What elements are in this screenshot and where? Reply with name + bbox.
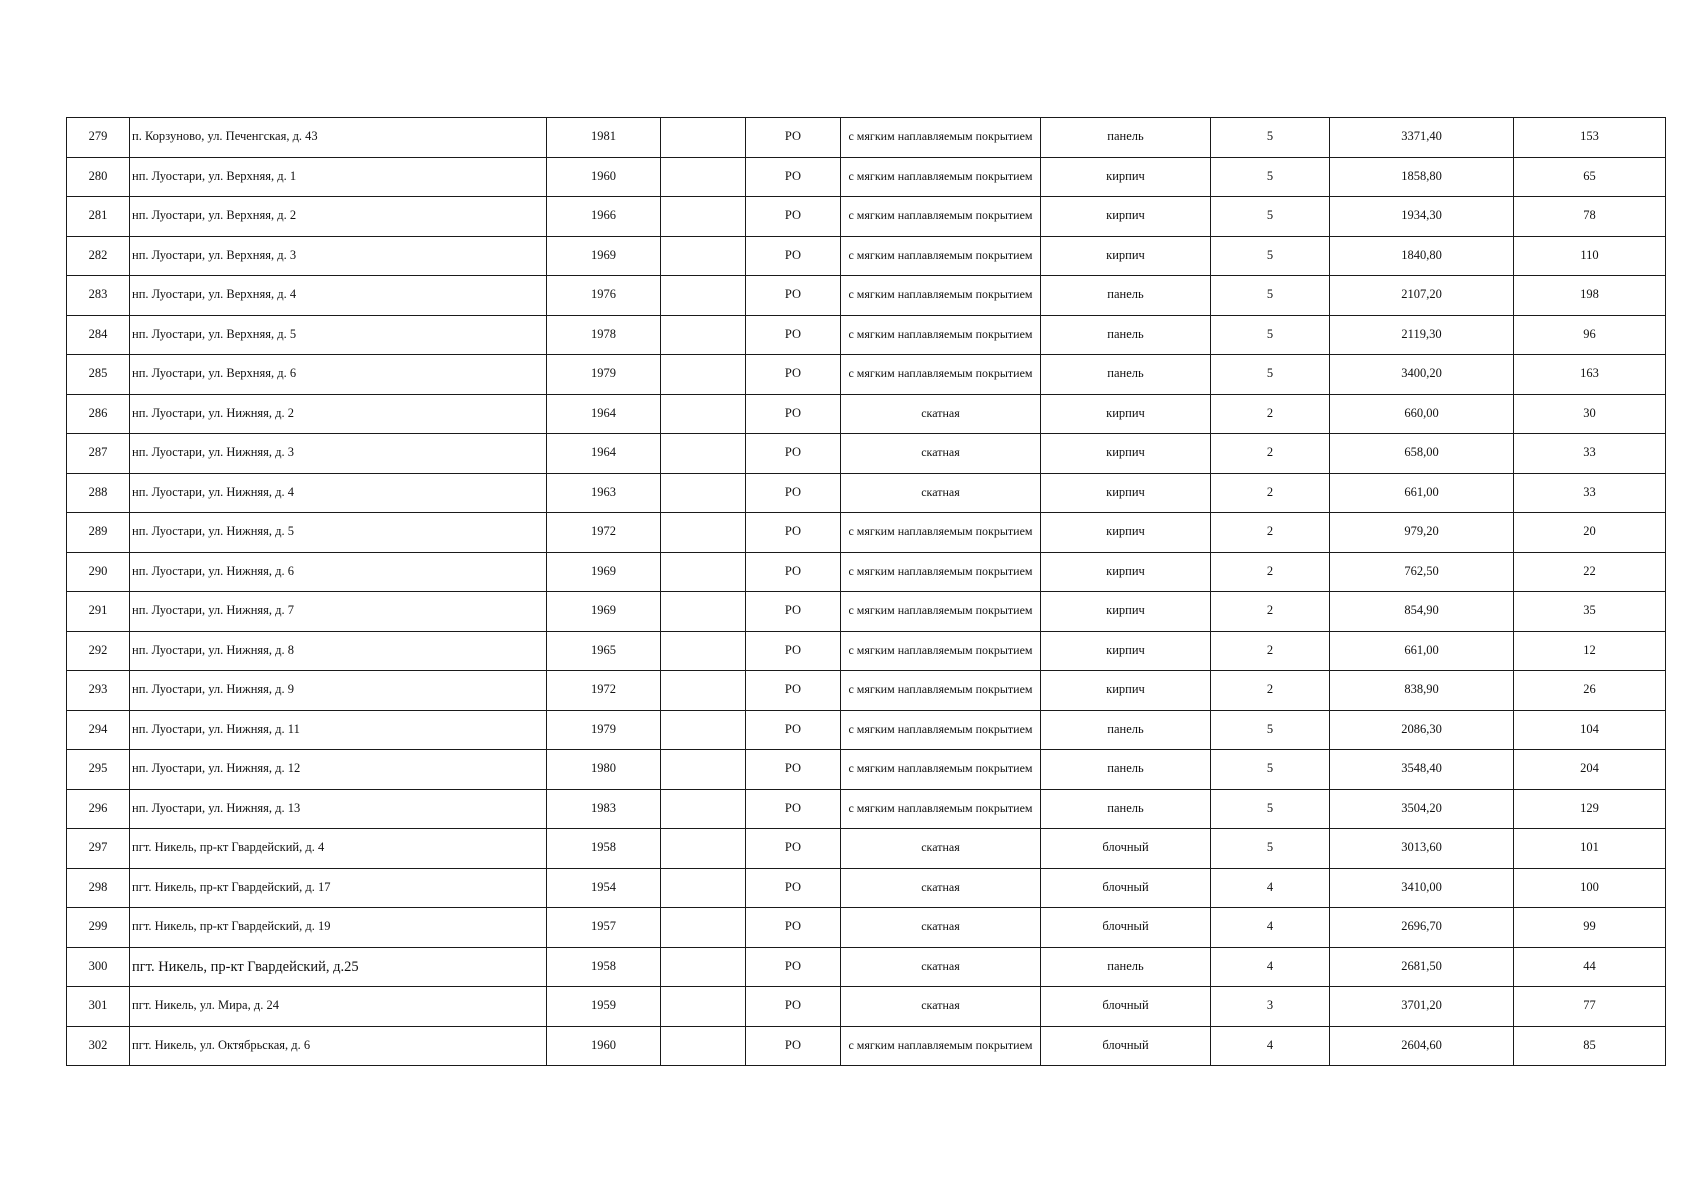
program-cell: РО [746, 513, 841, 553]
empty-cell [661, 197, 746, 237]
area-cell: 3504,20 [1330, 789, 1514, 829]
residents-cell: 22 [1514, 552, 1666, 592]
floors-cell: 4 [1211, 908, 1330, 948]
floors-cell: 2 [1211, 434, 1330, 474]
roof-type-cell: с мягким наплавляемым покрытием [841, 276, 1041, 316]
wall-material-cell: блочный [1041, 908, 1211, 948]
build-year-cell: 1972 [547, 671, 661, 711]
empty-cell [661, 118, 746, 158]
empty-cell [661, 750, 746, 790]
build-year-cell: 1979 [547, 710, 661, 750]
program-cell: РО [746, 789, 841, 829]
roof-type-cell: с мягким наплавляемым покрытием [841, 236, 1041, 276]
area-cell: 2604,60 [1330, 1026, 1514, 1066]
floors-cell: 5 [1211, 315, 1330, 355]
roof-type-cell: с мягким наплавляемым покрытием [841, 513, 1041, 553]
row-number-cell: 301 [67, 987, 130, 1027]
program-cell: РО [746, 710, 841, 750]
build-year-cell: 1983 [547, 789, 661, 829]
address-cell: нп. Луостари, ул. Верхняя, д. 2 [130, 197, 547, 237]
wall-material-cell: кирпич [1041, 394, 1211, 434]
floors-cell: 2 [1211, 552, 1330, 592]
residents-cell: 35 [1514, 592, 1666, 632]
residents-cell: 12 [1514, 631, 1666, 671]
area-cell: 1934,30 [1330, 197, 1514, 237]
empty-cell [661, 394, 746, 434]
wall-material-cell: панель [1041, 315, 1211, 355]
build-year-cell: 1969 [547, 592, 661, 632]
address-cell: нп. Луостари, ул. Нижняя, д. 8 [130, 631, 547, 671]
address-cell: пгт. Никель, ул. Мира, д. 24 [130, 987, 547, 1027]
build-year-cell: 1957 [547, 908, 661, 948]
area-cell: 660,00 [1330, 394, 1514, 434]
address-cell: нп. Луостари, ул. Нижняя, д. 2 [130, 394, 547, 434]
row-number-cell: 291 [67, 592, 130, 632]
build-year-cell: 1958 [547, 947, 661, 987]
roof-type-cell: с мягким наплавляемым покрытием [841, 1026, 1041, 1066]
address-cell: нп. Луостари, ул. Верхняя, д. 3 [130, 236, 547, 276]
residents-cell: 153 [1514, 118, 1666, 158]
empty-cell [661, 908, 746, 948]
table-row [67, 829, 1666, 869]
address-cell: нп. Луостари, ул. Верхняя, д. 5 [130, 315, 547, 355]
housing-register-table [66, 117, 1666, 1066]
residents-cell: 129 [1514, 789, 1666, 829]
wall-material-cell: кирпич [1041, 434, 1211, 474]
roof-type-cell: с мягким наплавляемым покрытием [841, 315, 1041, 355]
table-row [67, 197, 1666, 237]
area-cell: 658,00 [1330, 434, 1514, 474]
roof-type-cell: с мягким наплавляемым покрытием [841, 789, 1041, 829]
empty-cell [661, 868, 746, 908]
address-cell: пгт. Никель, ул. Октябрьская, д. 6 [130, 1026, 547, 1066]
residents-cell: 110 [1514, 236, 1666, 276]
area-cell: 661,00 [1330, 631, 1514, 671]
address-cell: нп. Луостари, ул. Верхняя, д. 4 [130, 276, 547, 316]
roof-type-cell: с мягким наплавляемым покрытием [841, 710, 1041, 750]
roof-type-cell: скатная [841, 473, 1041, 513]
wall-material-cell: кирпич [1041, 236, 1211, 276]
residents-cell: 77 [1514, 987, 1666, 1027]
floors-cell: 5 [1211, 829, 1330, 869]
address-cell: нп. Луостари, ул. Нижняя, д. 7 [130, 592, 547, 632]
row-number-cell: 298 [67, 868, 130, 908]
build-year-cell: 1960 [547, 157, 661, 197]
floors-cell: 2 [1211, 473, 1330, 513]
wall-material-cell: кирпич [1041, 671, 1211, 711]
row-number-cell: 297 [67, 829, 130, 869]
program-cell: РО [746, 473, 841, 513]
table-row [67, 355, 1666, 395]
table-row [67, 1026, 1666, 1066]
program-cell: РО [746, 276, 841, 316]
roof-type-cell: скатная [841, 947, 1041, 987]
table-row [67, 868, 1666, 908]
row-number-cell: 283 [67, 276, 130, 316]
build-year-cell: 1978 [547, 315, 661, 355]
empty-cell [661, 947, 746, 987]
residents-cell: 33 [1514, 434, 1666, 474]
wall-material-cell: кирпич [1041, 552, 1211, 592]
build-year-cell: 1954 [547, 868, 661, 908]
table-row [67, 947, 1666, 987]
address-cell: нп. Луостари, ул. Нижняя, д. 9 [130, 671, 547, 711]
area-cell: 3548,40 [1330, 750, 1514, 790]
table-row [67, 631, 1666, 671]
build-year-cell: 1980 [547, 750, 661, 790]
table-row [67, 236, 1666, 276]
empty-cell [661, 987, 746, 1027]
program-cell: РО [746, 671, 841, 711]
area-cell: 838,90 [1330, 671, 1514, 711]
roof-type-cell: с мягким наплавляемым покрытием [841, 118, 1041, 158]
row-number-cell: 288 [67, 473, 130, 513]
row-number-cell: 299 [67, 908, 130, 948]
floors-cell: 4 [1211, 1026, 1330, 1066]
program-cell: РО [746, 829, 841, 869]
wall-material-cell: кирпич [1041, 473, 1211, 513]
area-cell: 661,00 [1330, 473, 1514, 513]
residents-cell: 26 [1514, 671, 1666, 711]
table-row [67, 750, 1666, 790]
empty-cell [661, 355, 746, 395]
floors-cell: 2 [1211, 592, 1330, 632]
floors-cell: 5 [1211, 236, 1330, 276]
residents-cell: 20 [1514, 513, 1666, 553]
residents-cell: 101 [1514, 829, 1666, 869]
empty-cell [661, 829, 746, 869]
roof-type-cell: скатная [841, 434, 1041, 474]
empty-cell [661, 1026, 746, 1066]
build-year-cell: 1981 [547, 118, 661, 158]
table-row [67, 592, 1666, 632]
table-row [67, 908, 1666, 948]
floors-cell: 5 [1211, 789, 1330, 829]
roof-type-cell: скатная [841, 987, 1041, 1027]
row-number-cell: 285 [67, 355, 130, 395]
area-cell: 2119,30 [1330, 315, 1514, 355]
build-year-cell: 1965 [547, 631, 661, 671]
program-cell: РО [746, 987, 841, 1027]
roof-type-cell: с мягким наплавляемым покрытием [841, 750, 1041, 790]
roof-type-cell: с мягким наплавляемым покрытием [841, 592, 1041, 632]
floors-cell: 5 [1211, 157, 1330, 197]
program-cell: РО [746, 315, 841, 355]
row-number-cell: 294 [67, 710, 130, 750]
build-year-cell: 1958 [547, 829, 661, 869]
address-cell: нп. Луостари, ул. Нижняя, д. 13 [130, 789, 547, 829]
residents-cell: 30 [1514, 394, 1666, 434]
row-number-cell: 281 [67, 197, 130, 237]
wall-material-cell: панель [1041, 355, 1211, 395]
empty-cell [661, 671, 746, 711]
roof-type-cell: с мягким наплавляемым покрытием [841, 552, 1041, 592]
build-year-cell: 1976 [547, 276, 661, 316]
floors-cell: 5 [1211, 750, 1330, 790]
residents-cell: 78 [1514, 197, 1666, 237]
wall-material-cell: панель [1041, 276, 1211, 316]
empty-cell [661, 315, 746, 355]
address-cell: пгт. Никель, пр-кт Гвардейский, д. 19 [130, 908, 547, 948]
row-number-cell: 290 [67, 552, 130, 592]
row-number-cell: 287 [67, 434, 130, 474]
floors-cell: 4 [1211, 947, 1330, 987]
wall-material-cell: блочный [1041, 829, 1211, 869]
row-number-cell: 302 [67, 1026, 130, 1066]
address-cell: нп. Луостари, ул. Верхняя, д. 1 [130, 157, 547, 197]
area-cell: 3410,00 [1330, 868, 1514, 908]
area-cell: 979,20 [1330, 513, 1514, 553]
row-number-cell: 279 [67, 118, 130, 158]
address-cell: нп. Луостари, ул. Нижняя, д. 11 [130, 710, 547, 750]
program-cell: РО [746, 1026, 841, 1066]
roof-type-cell: скатная [841, 908, 1041, 948]
wall-material-cell: блочный [1041, 1026, 1211, 1066]
row-number-cell: 300 [67, 947, 130, 987]
residents-cell: 99 [1514, 908, 1666, 948]
area-cell: 854,90 [1330, 592, 1514, 632]
table-row [67, 671, 1666, 711]
area-cell: 3701,20 [1330, 987, 1514, 1027]
roof-type-cell: с мягким наплавляемым покрытием [841, 157, 1041, 197]
program-cell: РО [746, 631, 841, 671]
wall-material-cell: кирпич [1041, 513, 1211, 553]
table-row [67, 394, 1666, 434]
roof-type-cell: скатная [841, 868, 1041, 908]
build-year-cell: 1963 [547, 473, 661, 513]
table-body [67, 118, 1666, 1066]
empty-cell [661, 592, 746, 632]
program-cell: РО [746, 908, 841, 948]
empty-cell [661, 552, 746, 592]
row-number-cell: 295 [67, 750, 130, 790]
area-cell: 2681,50 [1330, 947, 1514, 987]
floors-cell: 5 [1211, 276, 1330, 316]
program-cell: РО [746, 118, 841, 158]
roof-type-cell: скатная [841, 394, 1041, 434]
residents-cell: 96 [1514, 315, 1666, 355]
address-cell: нп. Луостари, ул. Нижняя, д. 4 [130, 473, 547, 513]
residents-cell: 33 [1514, 473, 1666, 513]
table-row [67, 473, 1666, 513]
empty-cell [661, 236, 746, 276]
row-number-cell: 289 [67, 513, 130, 553]
wall-material-cell: кирпич [1041, 197, 1211, 237]
area-cell: 1858,80 [1330, 157, 1514, 197]
empty-cell [661, 473, 746, 513]
table-row [67, 513, 1666, 553]
area-cell: 762,50 [1330, 552, 1514, 592]
area-cell: 3371,40 [1330, 118, 1514, 158]
program-cell: РО [746, 868, 841, 908]
build-year-cell: 1959 [547, 987, 661, 1027]
build-year-cell: 1964 [547, 394, 661, 434]
program-cell: РО [746, 592, 841, 632]
build-year-cell: 1960 [547, 1026, 661, 1066]
residents-cell: 104 [1514, 710, 1666, 750]
floors-cell: 5 [1211, 118, 1330, 158]
residents-cell: 44 [1514, 947, 1666, 987]
program-cell: РО [746, 947, 841, 987]
empty-cell [661, 434, 746, 474]
wall-material-cell: блочный [1041, 868, 1211, 908]
area-cell: 2696,70 [1330, 908, 1514, 948]
empty-cell [661, 789, 746, 829]
row-number-cell: 286 [67, 394, 130, 434]
wall-material-cell: панель [1041, 118, 1211, 158]
program-cell: РО [746, 750, 841, 790]
floors-cell: 2 [1211, 631, 1330, 671]
table-row [67, 710, 1666, 750]
area-cell: 3400,20 [1330, 355, 1514, 395]
program-cell: РО [746, 157, 841, 197]
empty-cell [661, 631, 746, 671]
residents-cell: 204 [1514, 750, 1666, 790]
address-cell: нп. Луостари, ул. Нижняя, д. 5 [130, 513, 547, 553]
table-row [67, 987, 1666, 1027]
wall-material-cell: панель [1041, 947, 1211, 987]
empty-cell [661, 157, 746, 197]
roof-type-cell: с мягким наплавляемым покрытием [841, 631, 1041, 671]
table-row [67, 552, 1666, 592]
address-cell: пгт. Никель, пр-кт Гвардейский, д. 4 [130, 829, 547, 869]
program-cell: РО [746, 355, 841, 395]
residents-cell: 85 [1514, 1026, 1666, 1066]
document-sheet [66, 117, 1665, 1066]
build-year-cell: 1964 [547, 434, 661, 474]
table-row [67, 276, 1666, 316]
area-cell: 3013,60 [1330, 829, 1514, 869]
build-year-cell: 1972 [547, 513, 661, 553]
table-row [67, 434, 1666, 474]
address-cell: пгт. Никель, пр-кт Гвардейский, д. 17 [130, 868, 547, 908]
wall-material-cell: кирпич [1041, 592, 1211, 632]
floors-cell: 3 [1211, 987, 1330, 1027]
program-cell: РО [746, 236, 841, 276]
roof-type-cell: с мягким наплавляемым покрытием [841, 355, 1041, 395]
residents-cell: 65 [1514, 157, 1666, 197]
address-cell: пгт. Никель, пр-кт Гвардейский, д.25 [130, 947, 547, 987]
row-number-cell: 284 [67, 315, 130, 355]
area-cell: 2107,20 [1330, 276, 1514, 316]
row-number-cell: 292 [67, 631, 130, 671]
address-cell: нп. Луостари, ул. Верхняя, д. 6 [130, 355, 547, 395]
wall-material-cell: панель [1041, 710, 1211, 750]
wall-material-cell: блочный [1041, 987, 1211, 1027]
program-cell: РО [746, 552, 841, 592]
wall-material-cell: панель [1041, 789, 1211, 829]
table-row [67, 118, 1666, 158]
floors-cell: 2 [1211, 513, 1330, 553]
program-cell: РО [746, 434, 841, 474]
wall-material-cell: кирпич [1041, 631, 1211, 671]
table-row [67, 789, 1666, 829]
build-year-cell: 1969 [547, 236, 661, 276]
floors-cell: 5 [1211, 710, 1330, 750]
wall-material-cell: кирпич [1041, 157, 1211, 197]
table-row [67, 157, 1666, 197]
floors-cell: 2 [1211, 671, 1330, 711]
build-year-cell: 1966 [547, 197, 661, 237]
floors-cell: 2 [1211, 394, 1330, 434]
roof-type-cell: с мягким наплавляемым покрытием [841, 671, 1041, 711]
program-cell: РО [746, 197, 841, 237]
row-number-cell: 293 [67, 671, 130, 711]
address-cell: нп. Луостари, ул. Нижняя, д. 6 [130, 552, 547, 592]
table-row [67, 315, 1666, 355]
address-cell: нп. Луостари, ул. Нижняя, д. 3 [130, 434, 547, 474]
address-cell: п. Корзуново, ул. Печенгская, д. 43 [130, 118, 547, 158]
roof-type-cell: с мягким наплавляемым покрытием [841, 197, 1041, 237]
empty-cell [661, 513, 746, 553]
build-year-cell: 1969 [547, 552, 661, 592]
residents-cell: 163 [1514, 355, 1666, 395]
floors-cell: 4 [1211, 868, 1330, 908]
program-cell: РО [746, 394, 841, 434]
residents-cell: 100 [1514, 868, 1666, 908]
empty-cell [661, 710, 746, 750]
address-cell: нп. Луостари, ул. Нижняя, д. 12 [130, 750, 547, 790]
row-number-cell: 282 [67, 236, 130, 276]
floors-cell: 5 [1211, 355, 1330, 395]
area-cell: 2086,30 [1330, 710, 1514, 750]
build-year-cell: 1979 [547, 355, 661, 395]
wall-material-cell: панель [1041, 750, 1211, 790]
row-number-cell: 296 [67, 789, 130, 829]
residents-cell: 198 [1514, 276, 1666, 316]
row-number-cell: 280 [67, 157, 130, 197]
roof-type-cell: скатная [841, 829, 1041, 869]
floors-cell: 5 [1211, 197, 1330, 237]
area-cell: 1840,80 [1330, 236, 1514, 276]
empty-cell [661, 276, 746, 316]
